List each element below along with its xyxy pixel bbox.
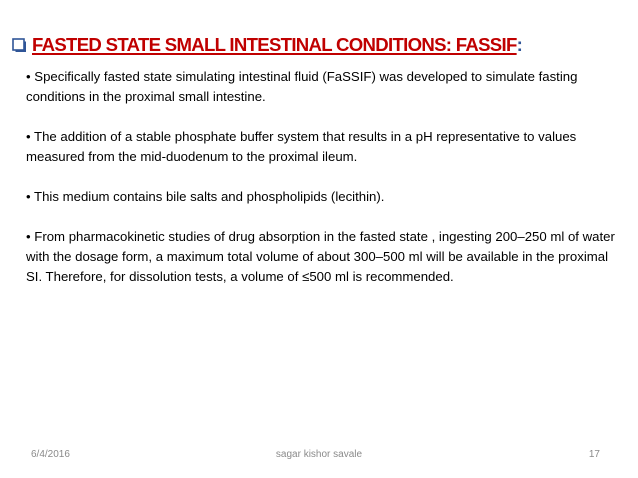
footer-page-number: 17 [588, 449, 600, 460]
slide-title: FASTED STATE SMALL INTESTINAL CONDITIONS: FASSIF [32, 34, 517, 55]
bullet-item: • From pharmacokinetic studies of drug absorption in the fasted state , ingesting 200–250 ml of water with the dosage form, a maximum total volume of about 300–500 ml will be available in the proximal SI. Therefore, for dissolution tests, a volume of ≤500 ml is recommended. [26, 229, 615, 284]
footer-date: 6/4/2016 [31, 449, 70, 460]
bullet-item: • Specifically fasted state simulating intestinal fluid (FaSSIF) was developed to simulate fasting conditions in the proximal small intestine. [26, 69, 578, 104]
checkbox-bullet-icon [12, 38, 26, 52]
bullet-item: • The addition of a stable phosphate buffer system that results in a pH representative to values measured from the mid-duodenum to the proximal ileum. [26, 129, 577, 164]
footer-author: sagar kishor savale [275, 449, 363, 460]
bullet-list [26, 67, 616, 307]
bullet-item: • This medium contains bile salts and phospholipids (lecithin). [26, 189, 385, 204]
slide-title-row [12, 34, 523, 56]
slide-title-colon: : [516, 34, 523, 55]
